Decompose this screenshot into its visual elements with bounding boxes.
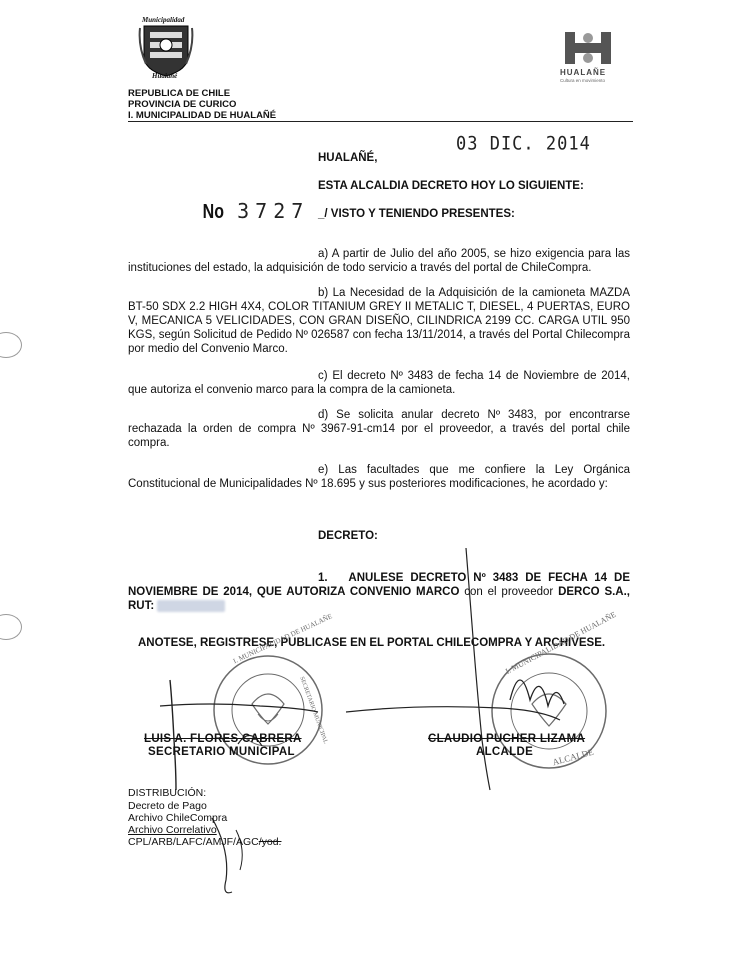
decreto-item-normal: con el proveedor xyxy=(464,586,554,598)
visto-line: _/ VISTO Y TENIENDO PRESENTES: xyxy=(318,208,515,220)
decree-number-value: 3727 xyxy=(237,199,310,223)
logo-tagline: Cultura en movimiento xyxy=(560,78,606,83)
decreto-item xyxy=(128,571,630,613)
decree-number-prefix: No xyxy=(202,201,225,223)
municipal-crest xyxy=(138,16,194,80)
stamp-left-inner-text: SECRETARIO MUNICIPAL xyxy=(298,676,329,745)
stamp-right-ring-text: I. MUNICIPALIDAD DE HUALAÑE xyxy=(504,609,618,676)
distribution-item-2: Archivo ChileCompra xyxy=(128,812,228,824)
signature-right-role: ALCALDE xyxy=(476,746,534,758)
signature-right-name: CLAUDIO PUCHER LIZAMA xyxy=(428,733,586,745)
paragraph-c: c) El decreto Nº 3483 de fecha 14 de Noviembre de 2014, que autoriza el convenio marco para la compra de la camioneta. xyxy=(128,370,630,396)
hualane-logo xyxy=(560,30,620,90)
decreto-heading: DECRETO: xyxy=(318,530,378,542)
stamp-left-ring-text: I. MUNICIPALIDAD DE HUALAÑE xyxy=(232,612,334,666)
date-stamp: 03 DIC. 2014 xyxy=(456,133,591,155)
paragraph-b: b) La Necesidad de la Adquisición de la camioneta MAZDA BT-50 SDX 2.2 HIGH 4X4, COLOR TITANIUM GREY II METALIC T, DIESEL, 4 PUERTAS, EURO V, MECANICA 5 VELICIDADES, CON GRAN DISEÑO, CILINDRICA 2199 CC. CARGA UTIL 950 KGS, según Solicitud de Pedido Nº 026587 con fecha 13/11/2014, a través del Portal Chilecompra por medio del Convenio Marco. xyxy=(128,287,630,355)
distribution-item-3: Archivo Correlativo xyxy=(128,824,217,836)
distribution-initials-text: CPL/ARB/LAFC/AMJF/AGC xyxy=(128,836,259,848)
punch-hole-1 xyxy=(0,332,22,358)
crest-bottom-text: Hualañé xyxy=(152,72,178,80)
decreto-item-bold-1: ANULESE DECRETO Nº 3483 DE FECHA 14 DE NOVIEMBRE DE 2014, QUE AUTORIZA CONVENIO MARCO xyxy=(128,572,630,598)
header-line-1: REPUBLICA DE CHILE xyxy=(128,88,231,99)
stamp-right-inner-text: ALCALDE xyxy=(551,746,595,768)
paragraph-d: d) Se solicita anular decreto Nº 3483, por encontrarse rechazada la orden de compra Nº 3967-91-cm14 por el proveedor, a través del portal chile compra. xyxy=(128,409,630,449)
decreto-item-bold-2: DERCO S.A., RUT: xyxy=(128,586,631,612)
place-label: HUALAÑÉ, xyxy=(318,152,378,164)
header-line-3: I. MUNICIPALIDAD DE HUALAÑÉ xyxy=(128,110,277,121)
header-rule xyxy=(128,121,633,122)
signature-left-role: SECRETARIO MUNICIPAL xyxy=(148,746,295,758)
h-logo-icon xyxy=(563,30,613,66)
crest-top-text: Municipalidad xyxy=(142,16,185,24)
distribution-initials xyxy=(128,836,281,849)
rut-redacted: 94.141.000-6 xyxy=(157,600,226,612)
punch-hole-2 xyxy=(0,614,22,640)
anotese-line: ANOTESE, REGISTRESE, PUBLICASE EN EL PORTAL CHILECOMPRA Y ARCHIVESE. xyxy=(138,637,606,649)
signature-left-name: LUIS A. FLORES CABRERA xyxy=(144,733,302,745)
distribution-item-1: Decreto de Pago xyxy=(128,800,207,812)
distribution-title: DISTRIBUCIÓN: xyxy=(128,787,207,799)
crest-shield-icon xyxy=(138,16,194,80)
decreto-item-number: 1. xyxy=(318,572,328,584)
logo-name: HUALAÑE xyxy=(560,68,607,77)
intro-line: ESTA ALCALDIA DECRETO HOY LO SIGUIENTE: xyxy=(318,180,584,192)
distribution-initials-struck: /yod. xyxy=(258,836,282,848)
paragraph-a: a) A partir de Julio del año 2005, se hizo exigencia para las instituciones del estado, la adquisición de todo servicio a través del portal de ChileCompra. xyxy=(128,248,630,274)
paragraph-e: e) Las facultades que me confiere la Ley Orgánica Constitucional de Municipalidades Nº 18.695 y sus posteriores modificaciones, he acordado y: xyxy=(128,464,630,490)
decree-number xyxy=(200,199,309,224)
header-line-2: PROVINCIA DE CURICO xyxy=(128,99,237,110)
